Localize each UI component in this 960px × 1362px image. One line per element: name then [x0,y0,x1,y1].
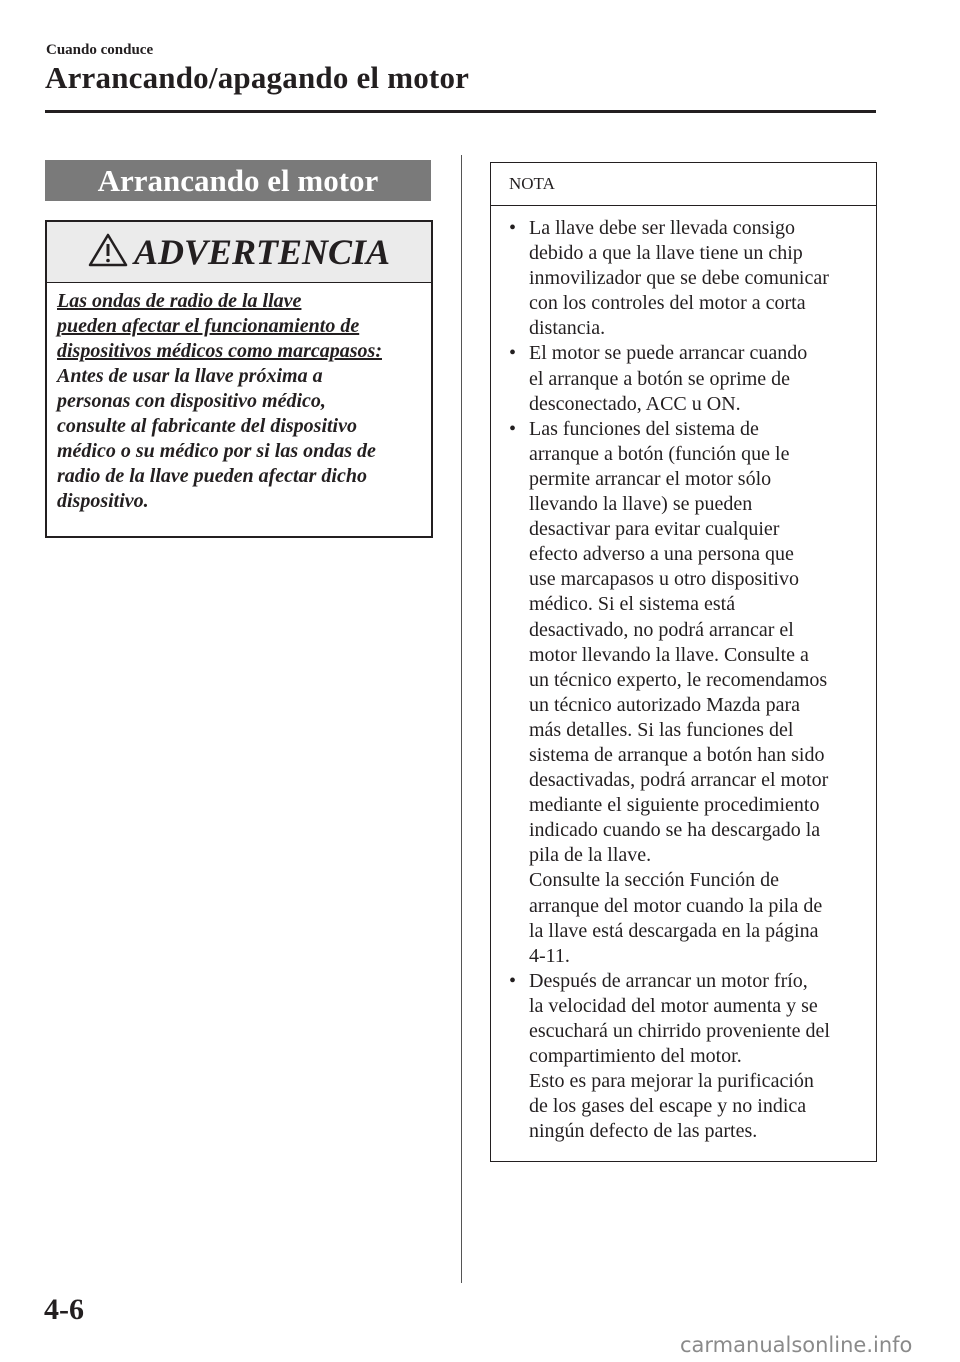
bullet-icon: • [509,417,517,440]
warning-text: Antes de usar la llave próxima a personas con dispositivo médico, consulte al fabricante del dispositivo médico o su médico por si las ondas de radio de la llave pueden afectar dicho dispositivo. [57,365,376,512]
warning-triangle-icon [88,232,128,273]
section-banner: Arrancando el motor [45,160,431,201]
list-item-text: La llave debe ser llevada consigo debido a que la llave tiene un chip inmovilizador que se debe comunicar con los controles del motor a corta distancia. [529,217,829,340]
warning-title: ADVERTENCIA [133,232,391,272]
list-item-text: Después de arrancar un motor frío, la velocidad del motor aumenta y se escuchará un chirrido proveniente del compartimiento del motor. Esto es para mejorar la purificación de los gases del escape y no indica ningún defecto de las partes. [529,969,830,1143]
column-divider [461,155,462,1283]
warning-body [47,283,431,514]
list-item [509,341,870,416]
watermark: carmanualsonline.info [680,1333,913,1357]
title-rule [45,110,876,113]
bullet-icon: • [509,342,517,365]
bullet-icon: • [509,969,517,992]
warning-box [45,220,433,538]
list-item [509,969,870,1145]
page-number: 4-6 [44,1293,84,1326]
list-item [509,417,870,969]
list-item-text: Las funciones del sistema de arranque a botón (función que le permite arrancar el motor sólo llevando la llave) se pueden desactivar para evitar cualquier efecto adverso a una persona que use marcapasos u otro dispositivo médico. Si el sistema está desactivado, no podrá arrancar el motor llevando la llave. Consulte a un técnico experto, le recomendamos un técnico autorizado Mazda para más detalles. Si las funciones del sistema de arranque a botón han sido desactivadas, podrá arrancar el motor mediante el siguiente procedimiento indicado cuando se ha descargado la pila de la llave. Consulte la sección Función de arranque del motor cuando la pila de la llave está descargada en la página 4-11. [529,417,829,967]
section-label: Cuando conduce [46,42,154,58]
warning-underlined-text: Las ondas de radio de la llave pueden afectar el funcionamiento de dispositivos médicos como marcapasos: [57,290,382,362]
note-list [491,206,876,1144]
page-title: Arrancando/apagando el motor [45,60,470,95]
note-box [490,162,877,1162]
note-title: NOTA [491,163,876,206]
bullet-icon: • [509,217,517,239]
list-item-text: El motor se puede arrancar cuando el arranque a botón se oprime de desconectado, ACC u ON. [529,342,808,415]
list-item [509,216,870,341]
warning-header [47,222,431,283]
